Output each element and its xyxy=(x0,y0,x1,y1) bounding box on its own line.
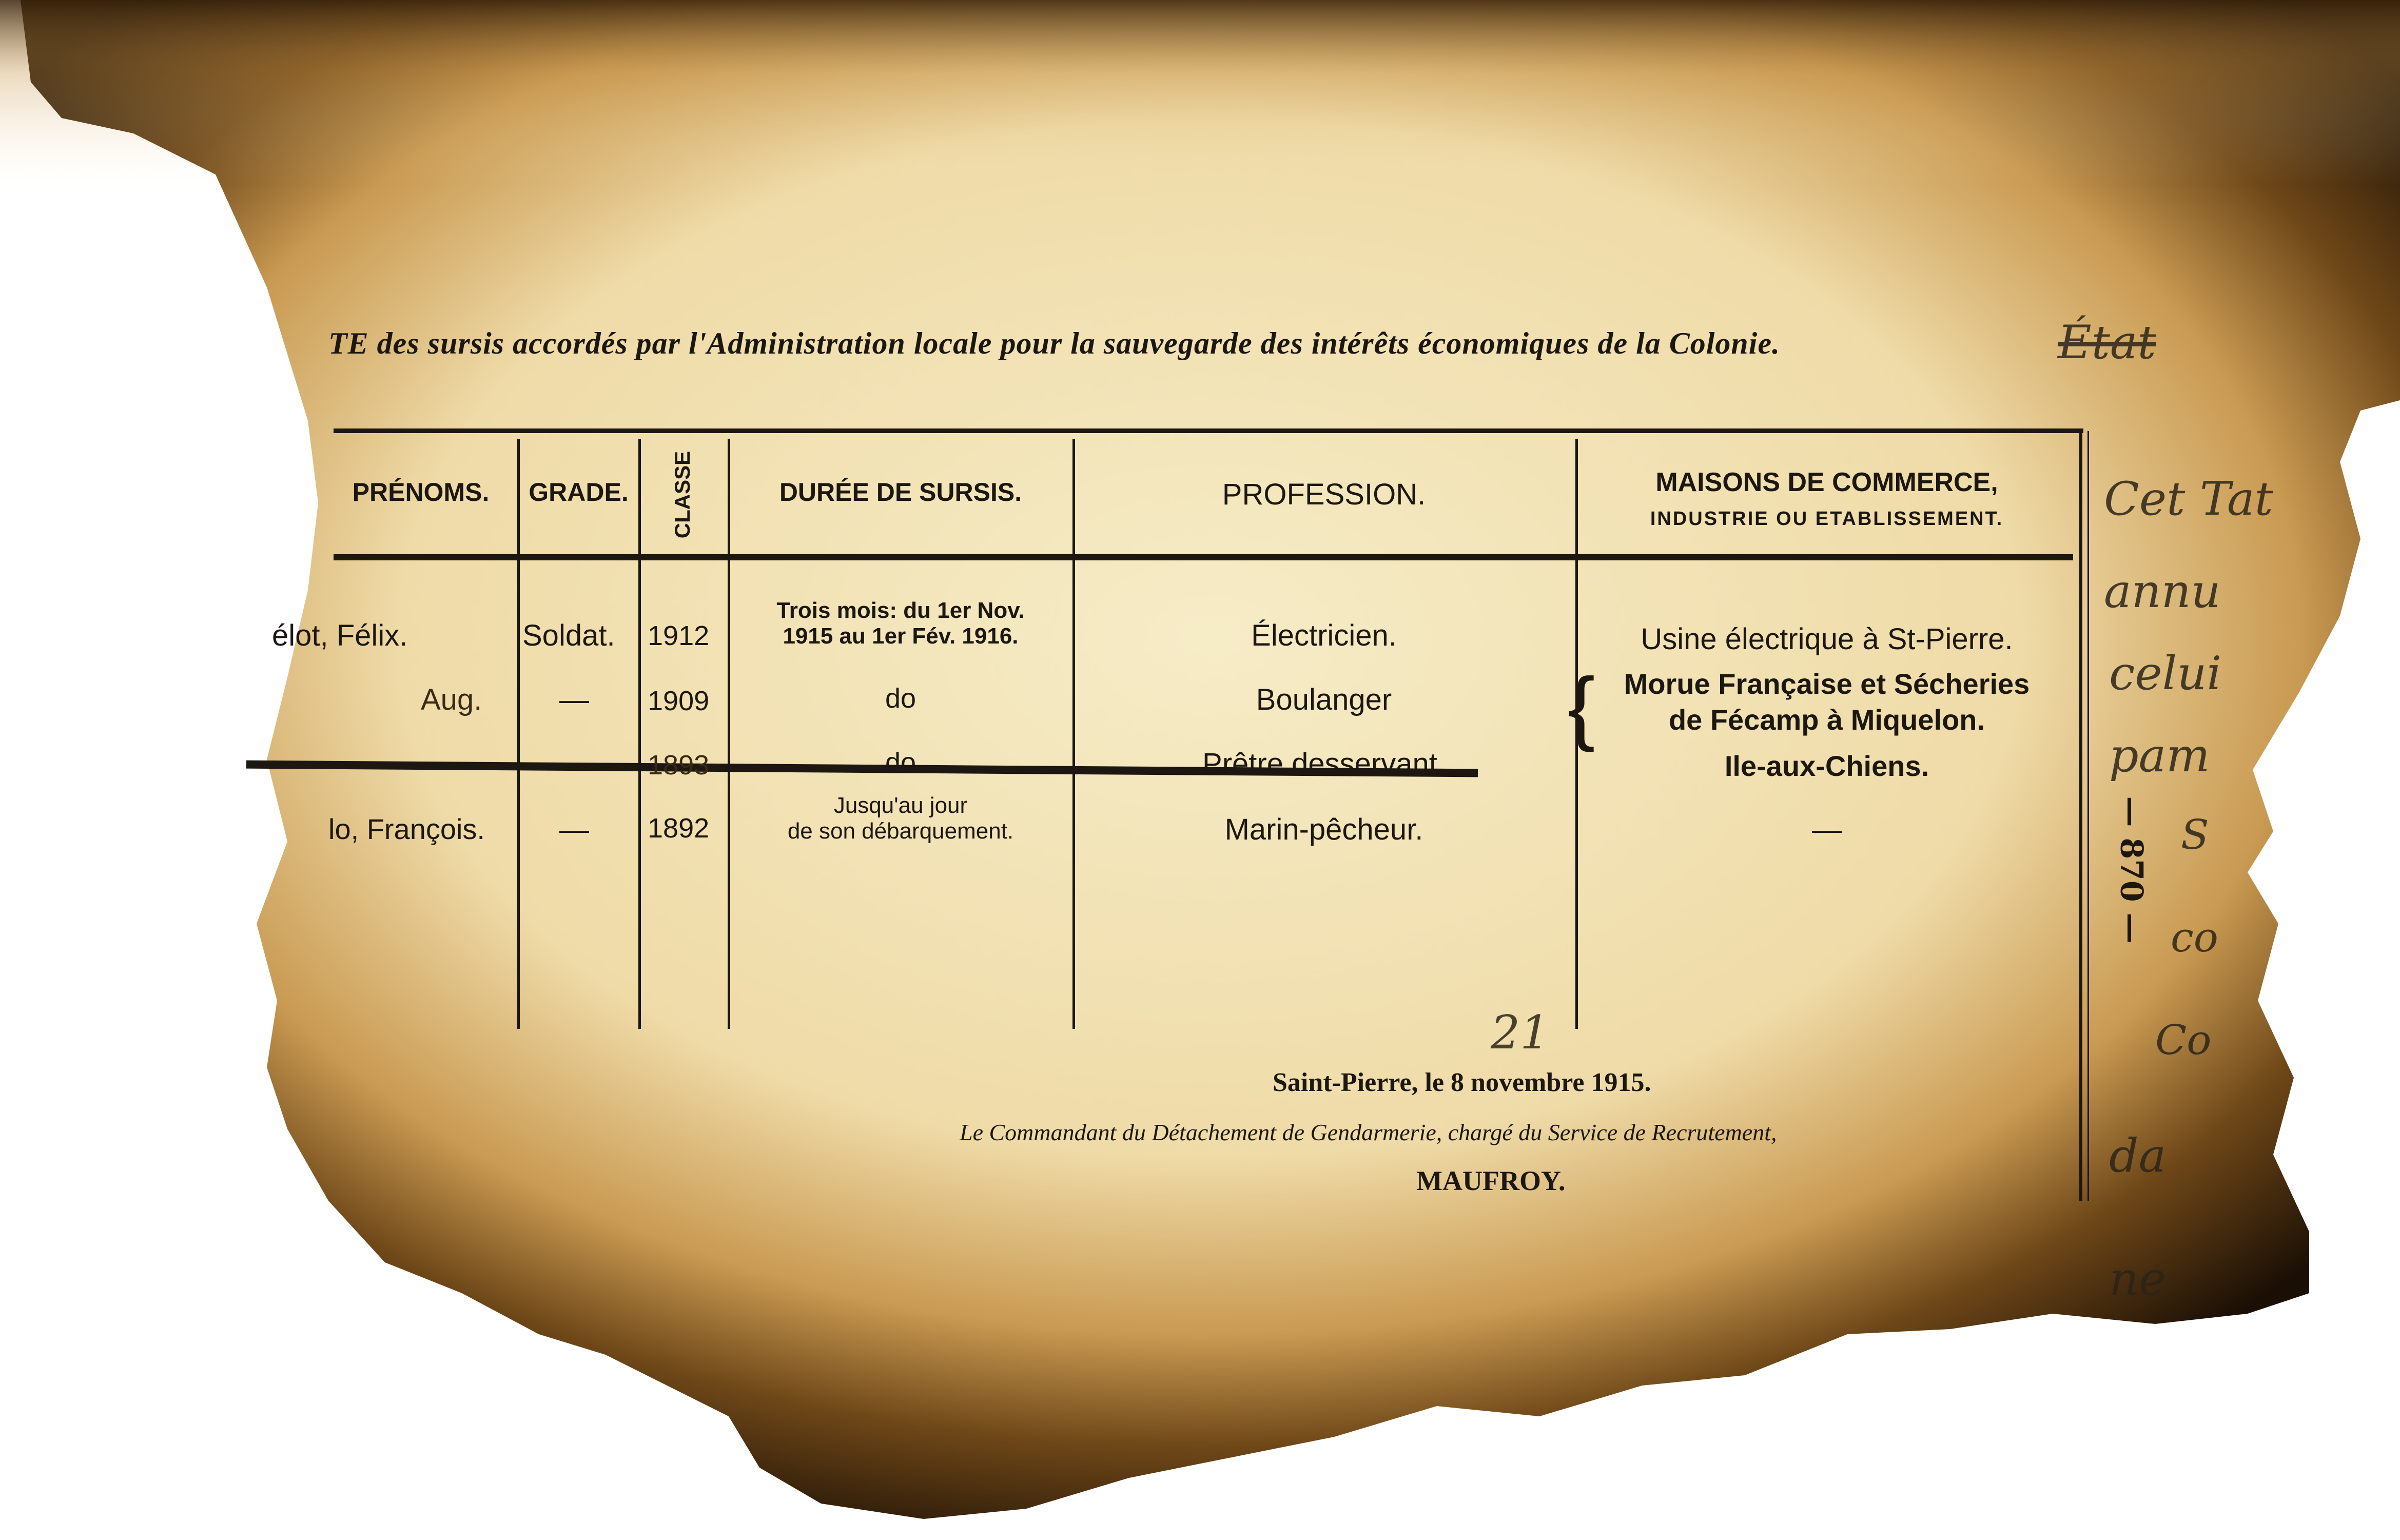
brace-glyph: { xyxy=(1568,660,1595,752)
table-right-double-rule-2 xyxy=(2087,431,2089,1201)
row1-duree-line1: Trois mois: du 1er Nov. xyxy=(776,598,1025,623)
table-right-double-rule-1 xyxy=(2079,431,2082,1201)
row1-classe: 1912 xyxy=(648,620,710,651)
place-and-date: Saint-Pierre, le 8 novembre 1915. xyxy=(1273,1068,1651,1097)
row2-classe: 1909 xyxy=(648,686,710,716)
col-divider-classe xyxy=(638,439,641,1029)
row2-duree: do xyxy=(885,683,916,714)
header-maisons-line1: MAISONS DE COMMERCE, xyxy=(1655,467,1998,497)
header-profession: PROFESSION. xyxy=(1222,478,1426,511)
col-divider-profession xyxy=(1072,439,1075,1029)
margin-note-8: da xyxy=(2109,1129,2167,1183)
header-names: PRÉNOMS. xyxy=(352,478,490,506)
row4-maison: — xyxy=(1812,813,1842,846)
row2-maison-line1: Morue Française et Sécheries xyxy=(1624,668,2030,700)
row1-grade: Soldat. xyxy=(522,619,615,652)
document-title: TE des sursis accordés par l'Administration locale pour la sauvegarde des intérêts économiques de la Colonie. xyxy=(328,326,1781,360)
margin-note-2: annu xyxy=(2104,564,2221,618)
row2-profession: Boulanger xyxy=(1256,683,1392,716)
row4-name: lo, François. xyxy=(328,813,485,845)
margin-note-5: S xyxy=(2181,811,2209,859)
header-grade: GRADE. xyxy=(529,478,629,506)
table-header-rule xyxy=(334,554,2073,560)
signatory-name: MAUFROY. xyxy=(1416,1165,1566,1196)
row4-classe: 1892 xyxy=(648,813,710,844)
col-divider-grade xyxy=(517,439,520,1029)
row3-classe: 1893 xyxy=(648,750,710,781)
row1-duree-line2: 1915 au 1er Fév. 1916. xyxy=(783,623,1019,649)
row2-maison-line2: de Fécamp à Miquelon. xyxy=(1668,704,1985,736)
handwritten-date-correction: 21 xyxy=(1491,1006,1550,1060)
page-number: — 870 — xyxy=(2113,796,2150,944)
row3-profession: Prêtre desservant. xyxy=(1202,747,1446,781)
header-duree: DURÉE DE SURSIS. xyxy=(779,478,1022,506)
row4-duree-line1: Jusqu'au jour xyxy=(833,793,968,818)
row1-profession: Électricien. xyxy=(1251,619,1397,652)
handwritten-header-word: État xyxy=(2058,316,2156,369)
row4-grade: — xyxy=(559,813,589,846)
margin-note-3: celui xyxy=(2109,647,2222,700)
col-divider-duree xyxy=(728,439,730,1029)
row2-name: Aug. xyxy=(421,683,482,716)
header-maisons-line2: INDUSTRIE OU ETABLISSEMENT. xyxy=(1650,508,2004,530)
header-classe: CLASSE xyxy=(670,451,694,539)
margin-note-7: Co xyxy=(2155,1016,2212,1064)
margin-note-9: ne xyxy=(2109,1252,2167,1306)
margin-note-4: pam xyxy=(2109,729,2210,783)
row3-maison: Ile-aux-Chiens. xyxy=(1724,750,1929,782)
row4-duree-line2: de son débarquement. xyxy=(787,818,1014,844)
row2-grade: — xyxy=(559,683,589,716)
row3-duree: do xyxy=(885,747,916,778)
row1-maison: Usine électrique à St-Pierre. xyxy=(1641,622,2013,656)
margin-note-1: Cet Tat xyxy=(2104,472,2273,526)
signatory-title: Le Commandant du Détachement de Gendarmerie, chargé du Service de Recrutement, xyxy=(960,1119,1777,1145)
table-top-rule xyxy=(334,428,2083,433)
row1-name: élot, Félix. xyxy=(272,619,408,652)
margin-note-6: co xyxy=(2171,913,2218,961)
row4-profession: Marin-pêcheur. xyxy=(1224,813,1423,846)
